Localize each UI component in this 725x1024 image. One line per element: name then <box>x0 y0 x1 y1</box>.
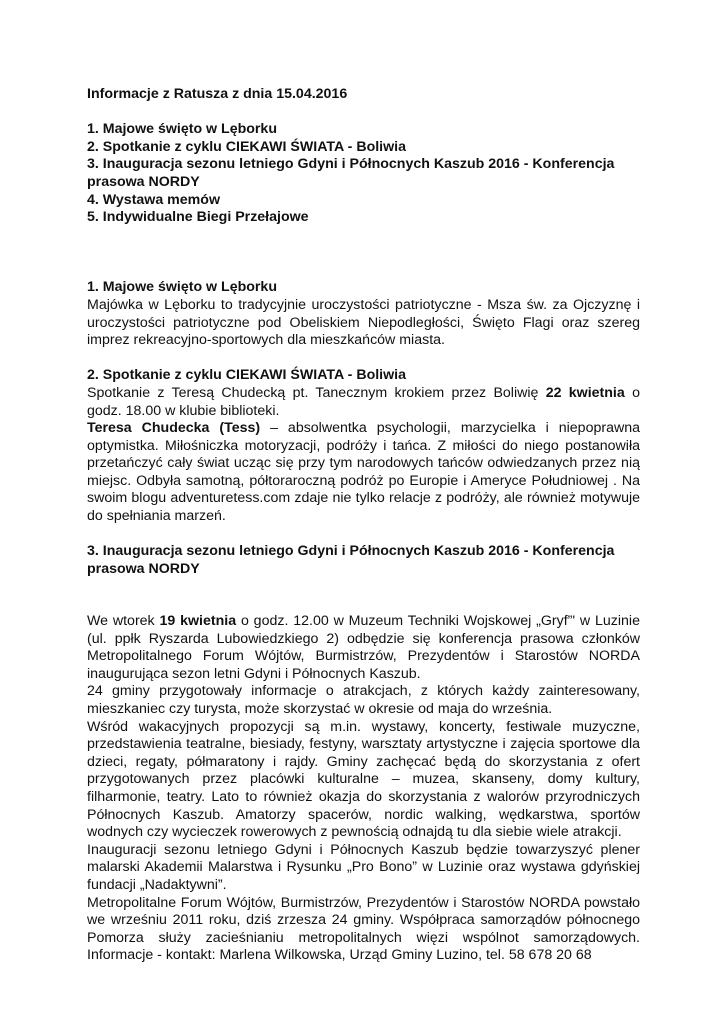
section-paragraph <box>87 613 640 683</box>
paragraph-text: We wtorek <box>87 613 160 630</box>
section-paragraph: Inauguracji sezonu letniego Gdyni i Północnych Kaszub będzie towarzyszyć plener malarski Akademii Malarstwa i Rysunku „Pro Bono” w Luzinie oraz wystawa gdyńskiej fundacji „Nadaktywni”. <box>87 841 640 893</box>
document-title: Informacje z Ratusza z dnia 15.04.2016 <box>87 86 348 102</box>
section-body: Majówka w Lęborku to tradycyjnie uroczystości patriotyczne - Msza św. za Ojczyznę i uroczystości patriotyczne pod Obeliskiem Niepodległości, Święto Flagi oraz szereg imprez rekreacyjno-sportowych dla mieszkańców miasta. <box>87 296 640 349</box>
toc-item: 3. Inauguracja sezonu letniego Gdyni i Północnych Kaszub 2016 - Konferencja prasowa NORDY <box>87 156 615 190</box>
table-of-contents <box>87 121 640 227</box>
toc-item: 5. Indywidualne Biegi Przełajowe <box>87 209 309 226</box>
event-date: 19 kwietnia <box>159 613 237 630</box>
section-paragraph: Wśród wakacyjnych propozycji są m.in. wystawy, koncerty, festiwale muzyczne, przedstawienia teatralne, biesiady, festyny, warsztaty artystyczne i zajęcia sportowe dla dzieci, regaty, półmaratony i rajdy. Gminy zachęcać będą do skorzystania z ofert przygotowanych przez placówki kulturalne – muzea, skanseny, domy kultury, filharmonie, teatry. Lato to również okazja do skorzystania z walorów przyrodniczych Północnych Kaszub. Amatorzy spacerów, nordic walking, wędkarstwa, sportów wodnych czy wycieczek rowerowych z pewnością odnajdą tu dla siebie wiele atrakcji. <box>87 718 640 841</box>
section-1 <box>87 279 640 349</box>
paragraph-text: o godz. 12.00 w Muzeum Techniki Wojskowej „Gryf”' w Luzinie (ul. ppłk Ryszarda Lubowiedzkiego 2) odbędzie się konferencja prasowa członków Metropolitalnego Forum Wójtów, Burmistrzów, Prezydentów i Starostów NORDA inaugurująca sezon letni Gdyni i Północnych Kaszub. <box>87 613 640 682</box>
event-date: 22 kwietnia <box>545 384 625 401</box>
paragraph-text: o godz. 18.00 w klubie biblioteki. <box>87 384 640 419</box>
section-heading: 2. Spotkanie z cyklu CIEKAWI ŚWIATA - Boliwia <box>87 367 406 384</box>
toc-item: 2. Spotkanie z cyklu CIEKAWI ŚWIATA - Boliwia <box>87 138 406 155</box>
toc-item: 1. Majowe święto w Lęborku <box>87 121 277 138</box>
section-paragraph <box>87 420 640 526</box>
section-paragraph <box>87 385 640 420</box>
paragraph-text: Spotkanie z Teresą Chudecką pt. Tanecznym krokiem przez Boliwię <box>87 384 546 401</box>
toc-item: 4. Wystawa memów <box>87 191 220 208</box>
section-paragraph: Metropolitalne Forum Wójtów, Burmistrzów, Prezydentów i Starostów NORDA powstało we wrześniu 2011 roku, dziś zrzesza 24 gminy. Współpraca samorządów północnego Pomorza służy zacieśnianiu metropolitalnych więzi wspólnot samorządowych. Informacje - kontakt: Marlena Wilkowska, Urząd Gminy Luzino, tel. 58 678 20 68 <box>87 894 640 964</box>
section-2 <box>87 367 640 525</box>
section-heading: 1. Majowe święto w Lęborku <box>87 279 277 296</box>
person-name: Teresa Chudecka (Tess) <box>87 420 261 437</box>
section-heading: 3. Inauguracja sezonu letniego Gdyni i Północnych Kaszub 2016 - Konferencja prasowa NORDY <box>87 543 615 577</box>
section-paragraph: 24 gminy przygotowały informacje o atrakcjach, z których każdy zainteresowany, mieszkaniec czy turysta, może skorzystać w okresie od maja do września. <box>87 683 640 717</box>
document-page <box>87 86 640 965</box>
paragraph-text: – absolwentka psychologii, marzycielka i niepoprawna optymistka. Miłośniczka motoryzacji, podróży i tańca. Z miłości do niego postanowiła przetańczyć cały świat ucząc się przy tym narodowych tańców odwiedzanych przez nią miejsc. Odbyła samotną, półtoraroczną podróż po Europie i Ameryce Południowej . Na swoim blogu adventuretess.com zdaje nie tylko relacje z podróży, ale również motywuje do spełniania marzeń. <box>87 420 640 525</box>
section-3 <box>87 543 640 965</box>
